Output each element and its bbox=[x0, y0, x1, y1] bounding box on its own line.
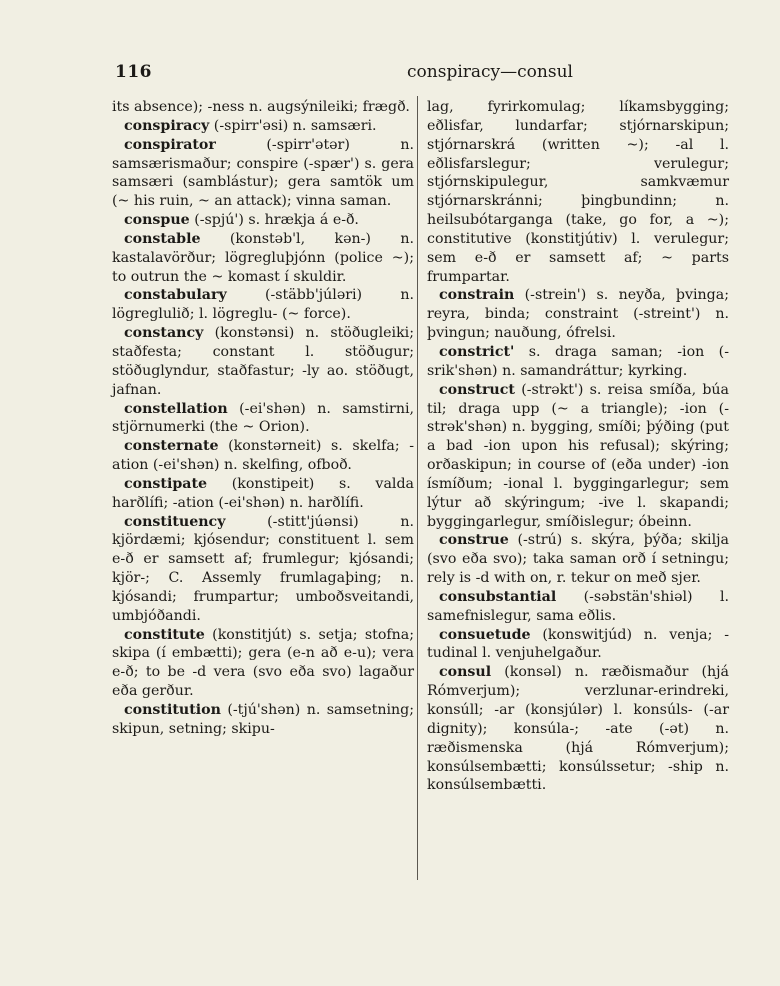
entry-headword: consul bbox=[439, 664, 492, 681]
dictionary-entry bbox=[427, 381, 729, 532]
right-column bbox=[427, 98, 729, 795]
dictionary-entry bbox=[112, 437, 414, 475]
entry-text: s. draga saman; -ion (-srik'shən) n. samandráttur; kyrking. bbox=[427, 343, 729, 379]
column-divider bbox=[417, 96, 418, 880]
entry-text: (-strəkt') s. reisa smíða, búa til; draga upp (~ a triangle); -ion (-strək'shən) n. bygging, smíði; þýðing (put a bad -ion upon his refusal); skýring; orðaskipun; in course of (eða under) -ion ísmíðum; -ional l. byggingarlegur; sem lýtur að skýringum; -ive l. skapandi; byggingarlegur, smíðislegur; óbeinn. bbox=[427, 381, 730, 530]
entry-text: (konstipeit) s. valda harðlífi; -ation (-ei'shən) n. harðlífi. bbox=[112, 475, 414, 511]
dictionary-entry bbox=[427, 531, 729, 588]
dictionary-entry bbox=[112, 475, 414, 513]
entry-headword: consuetude bbox=[439, 626, 531, 643]
dictionary-entry bbox=[427, 98, 729, 286]
entry-headword: construe bbox=[439, 532, 509, 549]
dictionary-entry bbox=[112, 286, 414, 324]
entry-text: lag, fyrirkomulag; líkamsbygging; eðlisfar, lundarfar; stjórnarskipun; stjórnarskrá (written ~); -al l. eðlisfarslegur; verulegur; stjórnskipulegur, samkvæmur stjórnarskránni; þingbundinn; n. heilsubótarganga (take, go for, a ~); constitutive (konstitjútiv) l. verulegur; sem e-ð er samsett af; ~ parts frumpartar. bbox=[427, 99, 729, 285]
dictionary-entry bbox=[112, 324, 414, 399]
entry-headword: constrain bbox=[439, 287, 515, 304]
entry-headword: construct bbox=[439, 381, 515, 398]
entry-headword: conspiracy bbox=[124, 117, 210, 134]
entry-headword: constrict' bbox=[439, 343, 515, 360]
left-column bbox=[112, 98, 414, 739]
entry-text: (konsəl) n. ræðismaður (hjá Rómverjum); verzlunar-erindreki, konsúll; -ar (konsjúlər) l. konsúls- (-ar dignity); konsúla-; -ate (-ət) n. ræðismenska (hjá Rómverjum); konsúlsembætti; konsúlssetur; -ship n. konsúlsembætti. bbox=[427, 664, 729, 794]
running-head: conspiracy—consul bbox=[407, 62, 573, 82]
entry-headword: conspirator bbox=[124, 136, 216, 153]
entry-text: (-spirr'əsi) n. samsæri. bbox=[213, 117, 377, 134]
dictionary-entry bbox=[112, 400, 414, 438]
entry-headword: consternate bbox=[124, 438, 219, 455]
entry-text: (-spjú') s. hrækja á e-ð. bbox=[194, 212, 359, 229]
dictionary-entry bbox=[427, 626, 729, 664]
entry-text: (-spirr'ətər) n. samsærismaður; conspire (-spær') s. gera samsæri (samblástur); gera samtök um (~ his ruin, ~ an attack); vinna saman. bbox=[112, 136, 414, 210]
entry-headword: constitute bbox=[124, 626, 205, 643]
entry-text: (konstərneit) s. skelfa; -ation (-ei'shən) n. skelfing, ofboð. bbox=[112, 438, 414, 474]
entry-text: (-tjú'shən) n. samsetning; skipun, setning; skipu- bbox=[112, 702, 414, 737]
entry-text: (konswitjúd) n. venja; -tudinal l. venjuhelgaður. bbox=[427, 626, 729, 662]
entry-text: (konstənsi) n. stöðugleiki; staðfesta; constant l. stöðugur; stöðuglyndur, staðfastur; -ly ao. stöðugt, jafnan. bbox=[112, 325, 414, 398]
dictionary-entry bbox=[427, 343, 729, 381]
entry-headword: constituency bbox=[124, 513, 226, 530]
entry-text: (-ei'shən) n. samstirni, stjörnumerki (the ~ Orion). bbox=[112, 400, 415, 436]
dictionary-entry bbox=[112, 626, 414, 701]
entry-headword: consubstantial bbox=[439, 588, 557, 605]
entry-text: (-strú) s. skýra, þýða; skilja (svo eða svo); taka saman orð í setningu; rely is -d with on, r. tekur on með sjer. bbox=[427, 532, 729, 587]
dictionary-entry bbox=[112, 230, 414, 287]
dictionary-entry bbox=[427, 663, 729, 795]
entry-headword: constipate bbox=[124, 475, 208, 492]
dictionary-entry bbox=[112, 701, 414, 739]
entry-text: (-strein') s. neyða, þvinga; reyra, binda; constraint (-streint') n. þvingun; nauðung, ófrelsi. bbox=[427, 287, 729, 342]
dictionary-entry bbox=[112, 98, 414, 117]
dictionary-entry bbox=[112, 211, 414, 230]
entry-text: (-səbstän'shiəl) l. samefnislegur, sama eðlis. bbox=[427, 588, 729, 624]
entry-text: (-stitt'júənsi) n. kjördæmi; kjósendur; constituent l. sem e-ð er samsett af; frumlegur; kjósandi; kjör-; C. Assemly frumlagaþing; n. kjósandi; frumpartur; umboðsveitandi, umbjóðandi. bbox=[112, 513, 415, 624]
entry-text: (konstitjút) s. setja; stofna; skipa (í embætti); gera (e-n að e-u); vera e-ð; to be -d vera (svo eða svo) lagaður eða gerður. bbox=[112, 626, 414, 700]
entry-text: (-stäbb'júləri) n. lögreglulið; l. lögreglu- (~ force). bbox=[112, 287, 414, 323]
entry-headword: constancy bbox=[124, 325, 204, 342]
dictionary-entry bbox=[112, 513, 414, 626]
entry-headword: conspue bbox=[124, 212, 190, 229]
entry-headword: constable bbox=[124, 230, 201, 247]
dictionary-entry bbox=[427, 286, 729, 343]
dictionary-entry bbox=[112, 117, 414, 136]
dictionary-entry bbox=[427, 588, 729, 626]
dictionary-entry bbox=[112, 136, 414, 211]
entry-headword: constellation bbox=[124, 400, 228, 417]
entry-text: (konstəb'l, kən-) n. kastalavörður; lögregluþjónn (police ~); to outrun the ~ komast í skuldir. bbox=[112, 230, 414, 285]
entry-text: its absence); -ness n. augsýnileiki; frægð. bbox=[112, 99, 410, 115]
page-number: 116 bbox=[115, 62, 152, 82]
entry-headword: constitution bbox=[124, 702, 221, 718]
entry-headword: constabulary bbox=[124, 287, 227, 304]
